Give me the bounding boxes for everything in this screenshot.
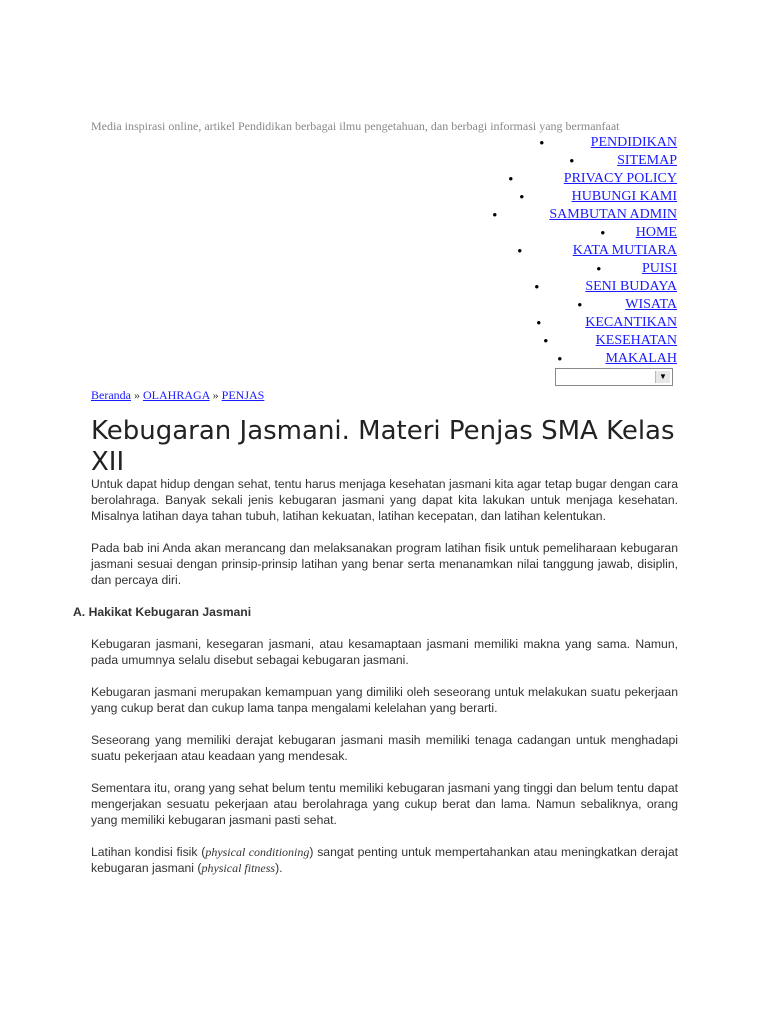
menu-item-kata-mutiara [517, 242, 677, 260]
text-fragment: ). [275, 861, 283, 875]
body-paragraph: Kebugaran jasmani, kesegaran jasmani, atau kesamaptaan jasmani memiliki makna yang sama. Namun, pada umumnya selalu disebut sebagai kebugaran jasmani. [91, 637, 678, 667]
menu-link-privacy-policy[interactable]: PRIVACY POLICY [563, 171, 677, 186]
breadcrumb-separator: » [130, 388, 143, 402]
body-paragraph: Kebugaran jasmani merupakan kemampuan yang dimiliki oleh seseorang untuk melakukan suatu pekerjaan yang cukup berat dan cukup lama tanpa mengalami kelelahan yang berarti. [91, 685, 678, 715]
menu-item-wisata [549, 296, 677, 314]
menu-link-home[interactable]: HOME [635, 225, 677, 240]
breadcrumb [91, 388, 264, 403]
bullet-icon: • [492, 207, 497, 222]
site-tagline: Media inspirasi online, artikel Pendidikan berbagai ilmu pengetahuan, dan berbagi informasi yang bermanfaat [91, 119, 620, 133]
menu-item-home [549, 224, 677, 242]
menu-link-sambutan-admin[interactable]: SAMBUTAN ADMIN [549, 207, 677, 222]
menu-dropdown[interactable] [555, 368, 673, 386]
nav-menu [492, 134, 677, 368]
bullet-icon: • [536, 315, 541, 330]
italic-term: physical conditioning [205, 845, 310, 859]
menu-item-seni-budaya [534, 278, 677, 296]
menu-item-puisi [549, 260, 677, 278]
menu-item-sambutan-admin [492, 206, 677, 224]
menu-link-kesehatan[interactable]: KESEHATAN [595, 333, 677, 348]
bullet-icon: • [543, 333, 548, 348]
menu-link-kata-mutiara[interactable]: KATA MUTIARA [572, 243, 677, 258]
menu-item-kesehatan [543, 332, 677, 350]
breadcrumb-category-link[interactable]: OLAHRAGA [142, 388, 210, 402]
breadcrumb-home-link[interactable]: Beranda [91, 388, 131, 402]
menu-link-seni-budaya[interactable]: SENI BUDAYA [585, 279, 677, 294]
body-paragraph: Sementara itu, orang yang sehat belum tentu memiliki kebugaran jasmani yang tinggi dan belum tentu dapat mengerjakan sesuatu pekerjaan atau berolahraga yang cukup berat dan lama. Namun sebaliknya, orang yang memiliki kebugaran jasmani pasti sehat. [91, 781, 678, 827]
text-fragment: ) sangat penting untuk mempertahankan atau meningkatkan derajat kebugaran jasmani ( [91, 845, 678, 875]
menu-item-privacy-policy [508, 170, 677, 188]
text-fragment: Latihan kondisi fisik ( [91, 845, 206, 859]
menu-item-hubungi-kami [519, 188, 677, 206]
bullet-icon: • [534, 279, 539, 294]
menu-link-wisata[interactable]: WISATA [625, 297, 677, 312]
breadcrumb-separator: » [209, 388, 222, 402]
body-paragraph-last [91, 844, 678, 876]
menu-link-pendidikan[interactable]: PENDIDIKAN [590, 135, 677, 150]
menu-item-sitemap [549, 152, 677, 170]
article-title: Kebugaran Jasmani. Materi Penjas SMA Kelas XII [91, 416, 675, 477]
bullet-icon: • [508, 171, 513, 186]
section-heading: A. Hakikat Kebugaran Jasmani [73, 605, 252, 619]
bullet-icon: • [577, 297, 582, 312]
menu-item-makalah [549, 350, 677, 368]
bullet-icon: • [557, 351, 562, 366]
bullet-icon: • [539, 135, 544, 150]
bullet-icon: • [519, 189, 524, 204]
body-paragraph: Seseorang yang memiliki derajat kebugaran jasmani masih memiliki tenaga cadangan untuk menghadapi suatu pekerjaan atau keadaan yang mendesak. [91, 733, 678, 763]
chevron-down-icon: ▼ [655, 371, 670, 383]
menu-item-kecantikan [536, 314, 677, 332]
breadcrumb-subcategory-link[interactable]: PENJAS [221, 388, 265, 402]
intro-paragraph: Untuk dapat hidup dengan sehat, tentu harus menjaga kesehatan jasmani kita agar tetap bugar dengan cara berolahraga. Banyak sekali jenis kebugaran jasmani yang dapat kita lakukan untuk menjaga kesehatan. Misalnya latihan daya tahan tubuh, latihan kekuatan, latihan kecepatan, dan latihan kelentukan. [91, 477, 678, 523]
menu-link-hubungi-kami[interactable]: HUBUNGI KAMI [571, 189, 677, 204]
menu-link-puisi[interactable]: PUISI [641, 261, 677, 276]
bullet-icon: • [569, 153, 574, 168]
bullet-icon: • [600, 225, 605, 240]
menu-item-pendidikan [539, 134, 677, 152]
article-body [73, 476, 678, 892]
bullet-icon: • [517, 243, 522, 258]
intro-paragraph: Pada bab ini Anda akan merancang dan melaksanakan program latihan fisik untuk pemeliharaan kebugaran jasmani sesuai dengan prinsip-prinsip latihan yang benar serta menanamkan nilai tanggung jawab, disiplin, dan percaya diri. [91, 541, 678, 587]
menu-link-makalah[interactable]: MAKALAH [605, 351, 677, 366]
bullet-icon: • [596, 261, 601, 276]
menu-link-sitemap[interactable]: SITEMAP [617, 153, 677, 168]
italic-term: physical fitness [201, 861, 276, 875]
menu-link-kecantikan[interactable]: KECANTIKAN [585, 315, 677, 330]
